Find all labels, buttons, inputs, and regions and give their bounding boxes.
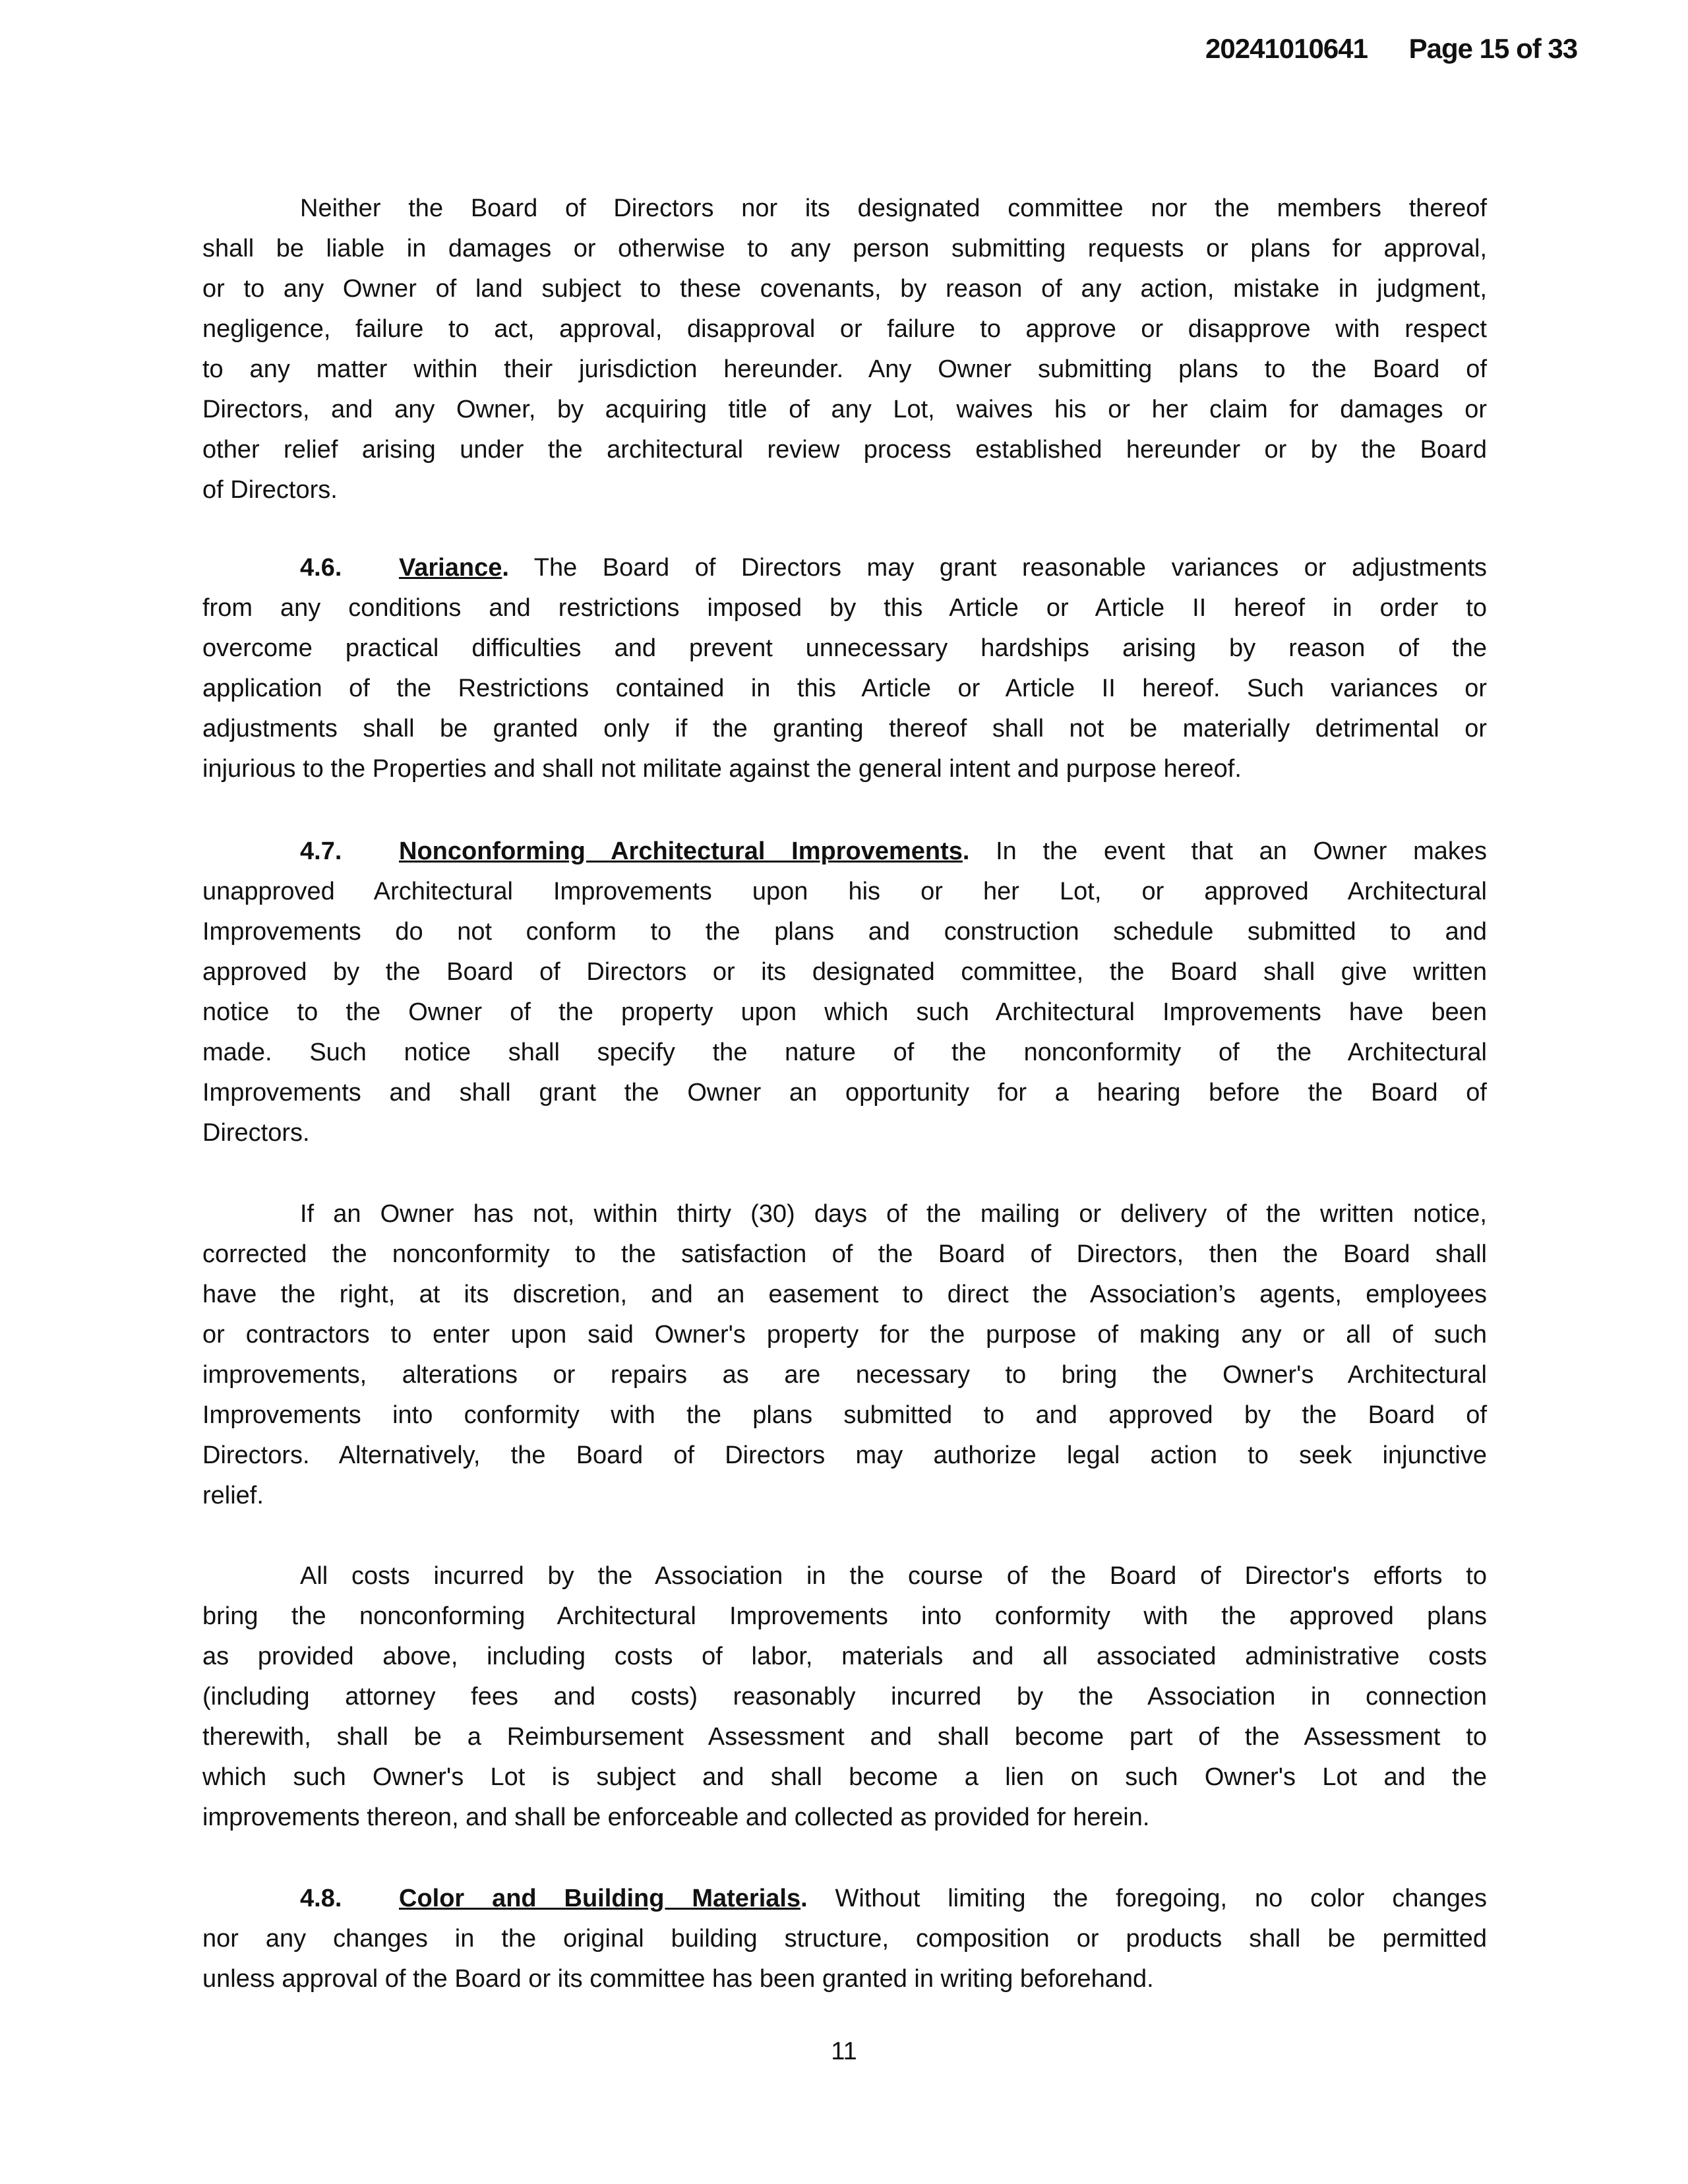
- text-line: Improvements do not conform to the plans and construction schedule submitted to and: [202, 918, 1487, 946]
- text-line: corrected the nonconformity to the satisfaction of the Board of Directors, then the Board shall: [202, 1240, 1487, 1268]
- text-line: or to any Owner of land subject to these covenants, by reason of any action, mistake in judgment,: [202, 275, 1487, 303]
- text-line: negligence, failure to act, approval, disapproval or failure to approve or disapprove with respect: [202, 315, 1487, 343]
- paragraph-cure-nonconformity: [202, 1194, 1487, 1516]
- text-line: which such Owner's Lot is subject and shall become a lien on such Owner's Lot and the: [202, 1763, 1487, 1791]
- document-number: 20241010641: [1205, 33, 1368, 64]
- text-line: or contractors to enter upon said Owner's property for the purpose of making any or all of such: [202, 1321, 1487, 1349]
- section-number: 4.8.: [300, 1885, 342, 1912]
- section-number: 4.7.: [300, 837, 342, 865]
- text-line: application of the Restrictions contained in this Article or Article II hereof. Such variances or: [202, 675, 1487, 702]
- section-title: Nonconforming Architectural Improvements: [399, 837, 963, 865]
- text-line: nor any changes in the original building structure, composition or products shall be permitted: [202, 1925, 1487, 1953]
- section-4-6-variance: [202, 548, 1487, 789]
- text-line: If an Owner has not, within thirty (30) days of the mailing or delivery of the written notice,: [300, 1200, 1487, 1228]
- recording-header: [1205, 33, 1577, 65]
- text-line: unapproved Architectural Improvements upon his or her Lot, or approved Architectural: [202, 878, 1487, 905]
- section-number: 4.6.: [300, 554, 342, 582]
- page-number: 11: [831, 2038, 857, 2065]
- text-line: relief.: [202, 1482, 264, 1509]
- text-line: injurious to the Properties and shall not militate against the general intent and purpose hereof.: [202, 755, 1242, 783]
- text-line: improvements thereon, and shall be enforceable and collected as provided for herein.: [202, 1804, 1150, 1831]
- line-text: Without limiting the foregoing, no color changes: [807, 1885, 1487, 1912]
- text-line: Directors.: [202, 1119, 310, 1147]
- text-line: made. Such notice shall specify the nature of the nonconformity of the Architectural: [202, 1039, 1487, 1066]
- text-line: have the right, at its discretion, and an easement to direct the Association’s agents, employees: [202, 1281, 1487, 1308]
- text-line: notice to the Owner of the property upon which such Architectural Improvements have been: [202, 998, 1487, 1026]
- text-line: bring the nonconforming Architectural Improvements into conformity with the approved plans: [202, 1602, 1487, 1630]
- text-line: Directors, and any Owner, by acquiring title of any Lot, waives his or her claim for damages or: [202, 396, 1487, 423]
- text-line: shall be liable in damages or otherwise to any person submitting requests or plans for approval,: [202, 235, 1487, 262]
- text-line: adjustments shall be granted only if the granting thereof shall not be materially detrimental or: [202, 715, 1487, 743]
- paragraph-costs: [202, 1556, 1487, 1838]
- page-indicator: Page 15 of 33: [1408, 33, 1578, 64]
- text-line: Directors. Alternatively, the Board of Directors may authorize legal action to seek injunctive: [202, 1441, 1487, 1469]
- text-line: as provided above, including costs of labor, materials and all associated administrative costs: [202, 1643, 1487, 1670]
- text-line: overcome practical difficulties and prevent unnecessary hardships arising by reason of the: [202, 634, 1487, 662]
- text-line: to any matter within their jurisdiction hereunder. Any Owner submitting plans to the Board of: [202, 355, 1487, 383]
- text-line: 4.6. Variance. The Board of Directors may grant reasonable variances or adjustments: [202, 548, 1487, 588]
- text-line: of Directors.: [202, 476, 338, 504]
- text-line: 4.7. Nonconforming Architectural Improvements. In the event that an Owner makes: [202, 832, 1487, 872]
- text-line: unless approval of the Board or its committee has been granted in writing beforehand.: [202, 1965, 1154, 1993]
- section-title: Color and Building Materials: [399, 1885, 801, 1912]
- text-line: 4.8. Color and Building Materials. Without limiting the foregoing, no color changes: [202, 1879, 1487, 1919]
- text-line: Improvements into conformity with the plans submitted to and approved by the Board of: [202, 1401, 1487, 1429]
- line-text: In the event that an Owner makes: [969, 837, 1488, 865]
- section-4-8-color-materials: [202, 1879, 1487, 1999]
- text-line: All costs incurred by the Association in the course of the Board of Director's efforts to: [300, 1562, 1487, 1590]
- paragraph-liability: [202, 189, 1487, 510]
- text-line: other relief arising under the architectural review process established hereunder or by the Board: [202, 436, 1487, 464]
- text-line: therewith, shall be a Reimbursement Assessment and shall become part of the Assessment to: [202, 1723, 1487, 1751]
- section-4-7-nonconforming: [202, 832, 1487, 1153]
- text-line: (including attorney fees and costs) reasonably incurred by the Association in connection: [202, 1683, 1487, 1711]
- text-line: improvements, alterations or repairs as are necessary to bring the Owner's Architectural: [202, 1361, 1487, 1389]
- text-line: Improvements and shall grant the Owner an opportunity for a hearing before the Board of: [202, 1079, 1487, 1107]
- line-text: The Board of Directors may grant reasonable variances or adjustments: [508, 554, 1487, 582]
- section-title: Variance: [399, 554, 502, 582]
- text-line: from any conditions and restrictions imposed by this Article or Article II hereof in order to: [202, 594, 1487, 622]
- text-line: approved by the Board of Directors or its designated committee, the Board shall give written: [202, 958, 1487, 986]
- text-line: Neither the Board of Directors nor its designated committee nor the members thereof: [300, 195, 1487, 222]
